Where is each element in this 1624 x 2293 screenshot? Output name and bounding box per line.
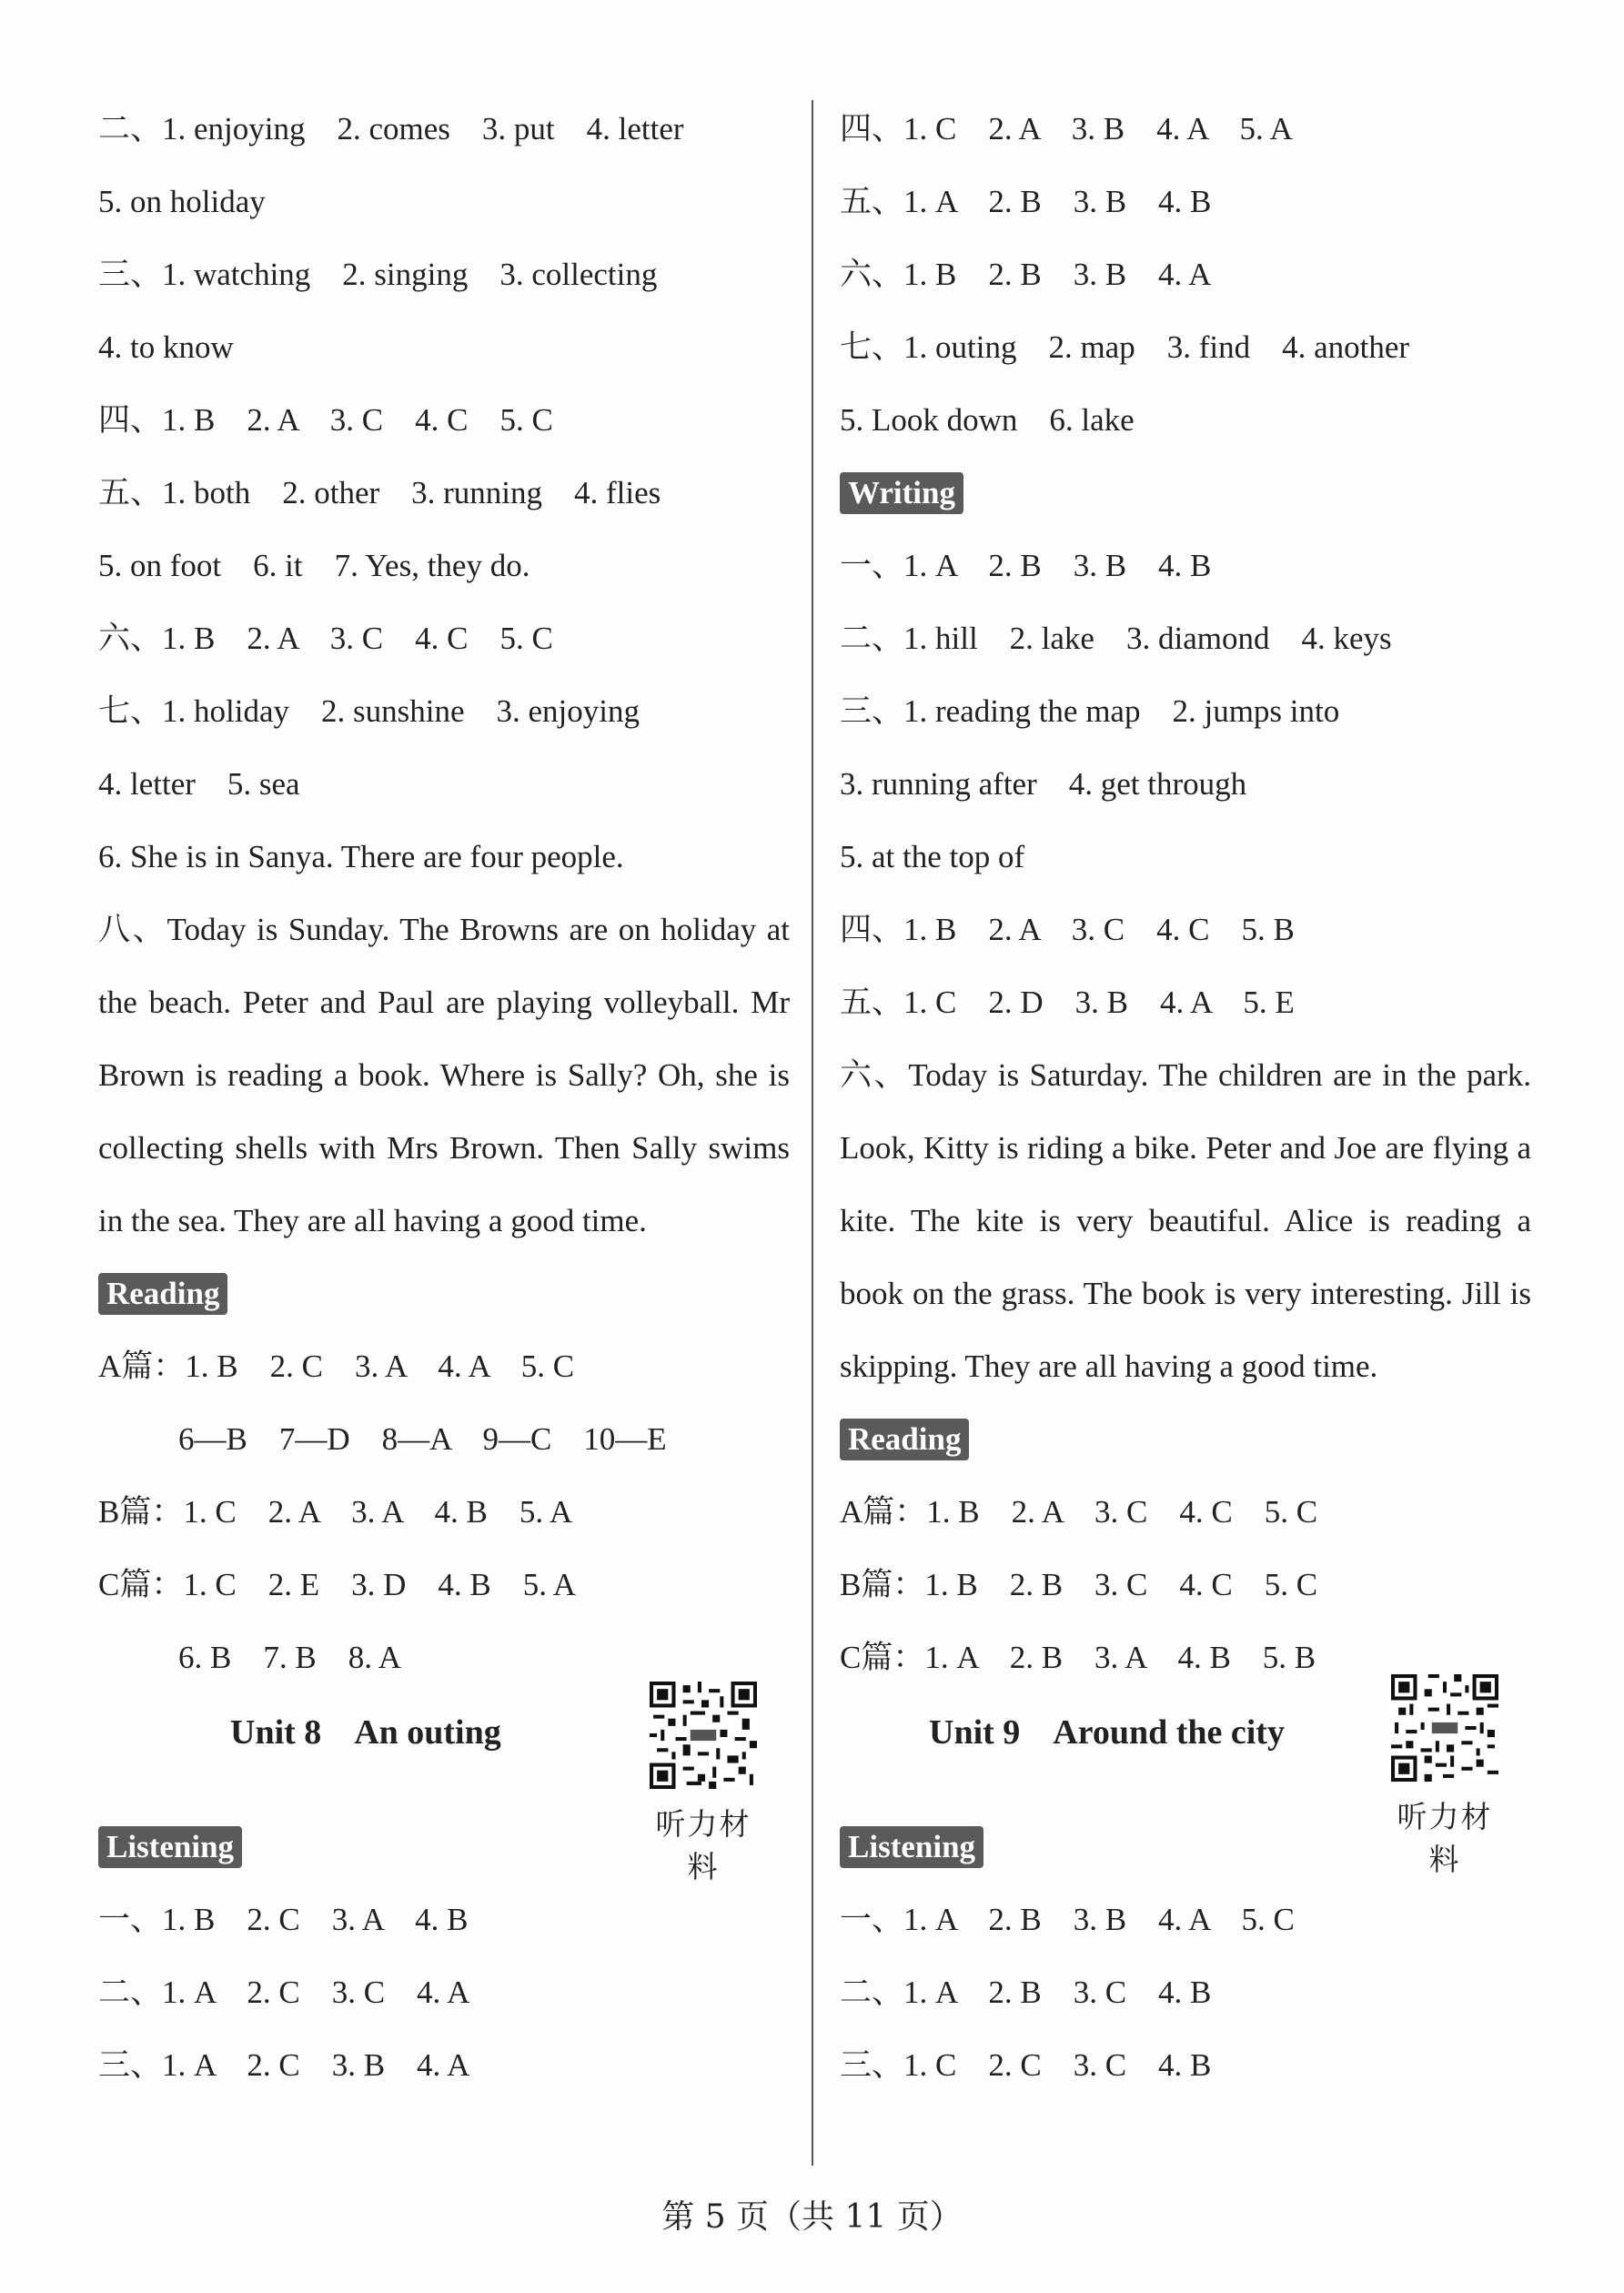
answer-line: 二、1. A 2. C 3. C 4. A: [98, 1975, 470, 2010]
qr-block[interactable]: [644, 1682, 762, 1886]
answer-line: 二、1. hill 2. lake 3. diamond 4. keys: [840, 621, 1392, 656]
qr-label: 听力材料: [1397, 1799, 1493, 1877]
answer-line: 五、1. A 2. B 3. B 4. B: [840, 184, 1212, 219]
answer-line: C篇：1. A 2. B 3. A 4. B 5. B: [840, 1640, 1316, 1675]
answer-line: 6. B 7. B 8. A: [178, 1640, 402, 1675]
unit-title: Unit 8 An outing: [230, 1713, 501, 1752]
writing-paragraph: 六、Today is Saturday. The children are in the park. Look, Kitty is riding a bike. Peter and Joe are flying a kite. The kite is very beautiful. Alice is reading a book on the grass. The book is very interesting. Jill is skipping. They are all having a good time.: [840, 1057, 1531, 1384]
answer-line: 5. on holiday: [98, 184, 266, 219]
answer-line: C篇：1. C 2. E 3. D 4. B 5. A: [98, 1567, 577, 1602]
answer-line: 3. running after 4. get through: [840, 766, 1247, 802]
section-badge-writing: Writing: [840, 472, 963, 514]
qr-code-icon[interactable]: [650, 1682, 757, 1789]
answer-line: 4. to know: [98, 329, 234, 365]
right-column: [840, 93, 1531, 2102]
answer-line: 三、1. A 2. C 3. B 4. A: [98, 2047, 470, 2083]
qr-code-icon[interactable]: [1391, 1674, 1498, 1782]
answer-line: A篇：1. B 2. A 3. C 4. C 5. C: [840, 1494, 1318, 1530]
writing-paragraph: 八、Today is Sunday. The Browns are on holiday at the beach. Peter and Paul are playing volleyball. Mr Brown is reading a book. Where is Sally? Oh, she is collecting shells with Mrs Brown. Then Sally swims in the sea. They are all having a good time.: [98, 912, 790, 1238]
answer-line: B篇：1. C 2. A 3. A 4. B 5. A: [98, 1494, 573, 1530]
answer-line: 四、1. C 2. A 3. B 4. A 5. A: [840, 111, 1293, 146]
section-badge-listening: Listening: [840, 1826, 983, 1868]
section-badge-reading: Reading: [98, 1273, 227, 1315]
answer-line: 二、1. A 2. B 3. C 4. B: [840, 1975, 1212, 2010]
answer-line: 四、1. B 2. A 3. C 4. C 5. B: [840, 912, 1295, 947]
answer-line: 5. on foot 6. it 7. Yes, they do.: [98, 548, 530, 583]
answer-line: 5. Look down 6. lake: [840, 402, 1135, 438]
qr-block[interactable]: [1386, 1674, 1504, 1879]
answer-line: 七、1. outing 2. map 3. find 4. another: [840, 329, 1410, 365]
answer-line: 五、1. both 2. other 3. running 4. flies: [98, 475, 661, 510]
answer-line: 一、1. A 2. B 3. B 4. B: [840, 548, 1212, 583]
answer-line: 三、1. watching 2. singing 3. collecting: [98, 257, 658, 292]
answer-line: 二、1. enjoying 2. comes 3. put 4. letter: [98, 111, 684, 146]
answer-line: 四、1. B 2. A 3. C 4. C 5. C: [98, 402, 553, 438]
column-divider: [812, 100, 813, 2166]
unit-title: Unit 9 Around the city: [929, 1713, 1285, 1752]
answer-line: 三、1. reading the map 2. jumps into: [840, 693, 1340, 729]
page-footer: 第 5 页（共 11 页）: [661, 2198, 963, 2236]
answer-line: 一、1. B 2. C 3. A 4. B: [98, 1902, 469, 1937]
answer-line: 5. at the top of: [840, 839, 1025, 874]
answer-line: 一、1. A 2. B 3. B 4. A 5. C: [840, 1902, 1295, 1937]
section-badge-listening: Listening: [98, 1826, 242, 1868]
left-column: [98, 93, 790, 2102]
answer-line: 6. She is in Sanya. There are four people.: [98, 839, 624, 874]
answer-line: 七、1. holiday 2. sunshine 3. enjoying: [98, 693, 640, 729]
answer-line: 五、1. C 2. D 3. B 4. A 5. E: [840, 985, 1295, 1020]
answer-line: 六、1. B 2. A 3. C 4. C 5. C: [98, 621, 553, 656]
answer-line: A篇：1. B 2. C 3. A 4. A 5. C: [98, 1349, 575, 1384]
section-badge-reading: Reading: [840, 1419, 969, 1460]
answer-line: B篇：1. B 2. B 3. C 4. C 5. C: [840, 1567, 1318, 1602]
answer-line: 六、1. B 2. B 3. B 4. A: [840, 257, 1212, 292]
answer-line: 6—B 7—D 8—A 9—C 10—E: [178, 1421, 667, 1457]
answer-line: 三、1. C 2. C 3. C 4. B: [840, 2047, 1212, 2083]
qr-label: 听力材料: [655, 1806, 751, 1884]
answer-line: 4. letter 5. sea: [98, 766, 300, 802]
